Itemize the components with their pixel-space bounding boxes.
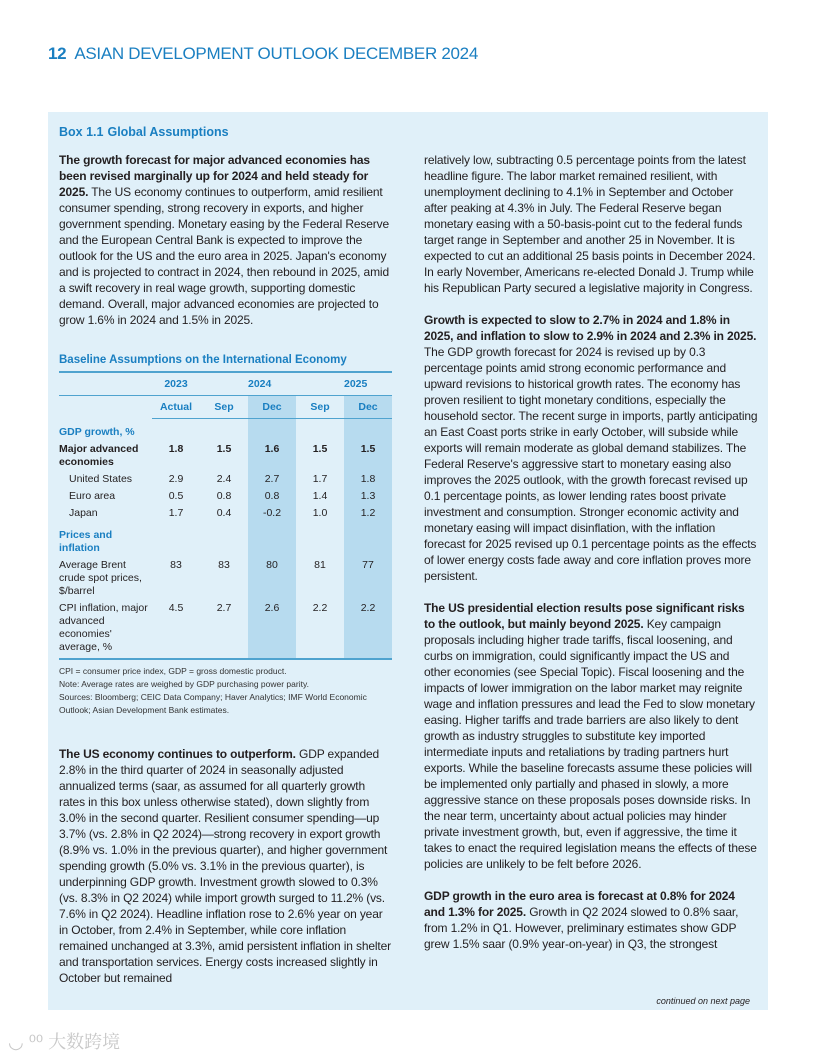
year-header: 2025 bbox=[344, 373, 392, 396]
cell-value: 2.2 bbox=[296, 600, 344, 659]
paragraph-lead: Growth is expected to slow to 2.7% in 2024 and 1.8% in 2025, and inflation to slow to 2.9% in 2024 and 2.3% in 2025. bbox=[424, 313, 757, 343]
box-title bbox=[59, 125, 229, 139]
cell-value: 2.7 bbox=[200, 600, 248, 659]
cell-value: 0.5 bbox=[168, 489, 184, 502]
cell-value: 1.8 bbox=[344, 471, 392, 488]
note: Note: Average rates are weighed by GDP purchasing power parity. bbox=[59, 678, 309, 689]
cell-value: 1.4 bbox=[312, 489, 328, 502]
col-header: Dec bbox=[248, 396, 296, 419]
cell-value: 77 bbox=[344, 557, 392, 600]
page-header bbox=[48, 44, 478, 64]
box-heading: Global Assumptions bbox=[107, 125, 229, 139]
row-label: Japan bbox=[69, 506, 98, 519]
row-label: Major advanced economies bbox=[59, 442, 139, 468]
table-row bbox=[59, 600, 392, 659]
baseline-assumptions-table bbox=[59, 354, 392, 717]
paragraph-lead: GDP growth in the euro area is forecast at 0.8% for 2024 and 1.3% for 2025. bbox=[424, 889, 735, 919]
right-column bbox=[424, 152, 758, 968]
paragraph bbox=[424, 312, 758, 584]
cell-value: 1.2 bbox=[344, 505, 392, 522]
left-column-bottom bbox=[59, 746, 393, 1002]
paragraph bbox=[59, 152, 393, 328]
cell-value: 2.7 bbox=[248, 471, 296, 488]
paragraph-lead: The growth forecast for major advanced economies has been revised marginally up for 2024 and held steady for 2025. bbox=[59, 153, 370, 199]
paragraph-lead: The US economy continues to outperform. bbox=[59, 747, 296, 761]
cell-value: 1.0 bbox=[312, 506, 328, 519]
paragraph-lead: The US presidential election results pose significant risks to the outlook, but mainly beyond 2025. bbox=[424, 601, 745, 631]
paragraph-text: The GDP growth forecast for 2024 is revised up by 0.3 percentage points amid strong economic performance and upward revisions to historical growth rates. The economy has proven resilient to tight monetary conditions, especially the household sector. The recent surge in imports, partly anticipating an East Coast ports strike in early October, will subside while exports will remain moderate as global demand stabilizes. The Federal Reserve's aggressive start to monetary easing also improves the 2025 outlook, with the growth forecast revised up 0.1 percentage points, as lower lending rates boost private investment and consumption. Stronger economic activity and monetary easing will impact disinflation, with the inflation forecast for 2025 revised up 0.1 percentage points as the effects of lower energy costs fade away and core inflation proves more persistent. bbox=[424, 345, 758, 583]
table-row bbox=[59, 441, 392, 471]
cell-value: 0.4 bbox=[216, 506, 232, 519]
cell-value: 1.5 bbox=[216, 442, 232, 455]
cell-value: 1.5 bbox=[344, 441, 392, 471]
page-number: 12 bbox=[48, 44, 67, 63]
cell-value: 1.7 bbox=[312, 472, 328, 485]
cell-value: 1.8 bbox=[168, 442, 184, 455]
cell-value: 1.7 bbox=[168, 506, 184, 519]
table-row bbox=[59, 505, 392, 522]
cell-value: 80 bbox=[248, 557, 296, 600]
continued-note: continued on next page bbox=[656, 996, 750, 1006]
cell-value: 0.8 bbox=[216, 489, 232, 502]
col-header: Dec bbox=[344, 396, 392, 419]
watermark-logo: ◡ ⁰⁰ 大数跨境 bbox=[8, 1032, 121, 1052]
cell-value: 83 bbox=[170, 558, 182, 571]
note: Sources: Bloomberg; CEIC Data Company; Haver Analytics; IMF World Economic Outlook; Asian Development Bank estimates. bbox=[59, 691, 367, 715]
section-label: GDP growth, % bbox=[59, 425, 135, 438]
table-row bbox=[59, 488, 392, 505]
cell-value: 1.6 bbox=[248, 441, 296, 471]
cell-value: 2.4 bbox=[216, 472, 232, 485]
paragraph-text: The US economy continues to outperform, amid resilient consumer spending, strong recovery in exports, and higher government spending. Monetary easing by the Federal Reserve and the European Central Bank is expected to improve the outlook for the US and the euro area in 2025. Japan's economy and is projected to contract in 2024, then rebound in 2025, amid a swift recovery in real wage growth, supporting domestic demand. Overall, major advanced economies are projected to grow 1.6% in 2024 and 1.5% in 2025. bbox=[59, 185, 390, 327]
cell-value: -0.2 bbox=[248, 505, 296, 522]
col-header: Actual bbox=[152, 396, 200, 419]
publication-title: ASIAN DEVELOPMENT OUTLOOK DECEMBER 2024 bbox=[74, 44, 478, 63]
section-label: Prices and inflation bbox=[59, 528, 113, 554]
table-notes bbox=[59, 665, 392, 717]
row-label: Average Brent crude spot prices, $/barrel bbox=[59, 558, 142, 597]
table-title: Baseline Assumptions on the International Economy bbox=[59, 354, 392, 373]
cell-value: 1.5 bbox=[312, 442, 328, 455]
cell-value: 2.9 bbox=[168, 472, 184, 485]
row-label: CPI inflation, major advanced economies' average, % bbox=[59, 600, 152, 659]
col-header: Sep bbox=[296, 396, 344, 419]
cell-value: 81 bbox=[314, 558, 326, 571]
cell-value: 2.2 bbox=[344, 600, 392, 659]
year-header: 2024 bbox=[248, 373, 296, 396]
cell-value: 4.5 bbox=[152, 600, 200, 659]
col-header: Sep bbox=[200, 396, 248, 419]
table-row bbox=[59, 557, 392, 600]
paragraph-text: relatively low, subtracting 0.5 percentage points from the latest headline figure. The labor market remained resilient, with unemployment declining to 4.1% in September and October after peaking at 4.3% in July. The Federal Reserve began monetary easing with a 50-basis-point cut to the federal funds target range in September and another 25 in November. It is expected to cut an additional 25 basis points in December 2024. In early November, Americans re-elected Donald J. Trump while his Republican Party secured a legislative majority in Congress. bbox=[424, 153, 756, 295]
table-row bbox=[59, 471, 392, 488]
paragraph bbox=[424, 888, 758, 952]
paragraph bbox=[424, 152, 758, 296]
cell-value: 0.8 bbox=[248, 488, 296, 505]
row-label: Euro area bbox=[69, 489, 116, 502]
paragraph bbox=[59, 746, 393, 986]
paragraph-text: GDP expanded 2.8% in the third quarter of 2024 in seasonally adjusted annualized terms (saar, as assumed for all quarterly growth rates in this box unless otherwise stated), down slightly from 3.0% in the second quarter. Resilient consumer spending—up 3.7% (vs. 2.8% in Q2 2024)—strong recovery in export growth (8.9% vs. 1.0% in the previous quarter), and higher government spending growth (5.0% vs. 3.1% in the previous quarter), is underpinning GDP growth. Investment growth slowed to 0.3% (vs. 8.3% in Q2 2024) while import growth surged to 11.2% (vs. 7.6% in Q2 2024). Headline inflation rose to 2.6% year on year in October, from 2.4% in September, while core inflation remained unchanged at 3.3%, amid persistent inflation in shelter and transportation services. Energy costs increased slightly in October but remained bbox=[59, 747, 391, 985]
paragraph-text: Key campaign proposals including higher trade tariffs, fiscal loosening, and curbs on immigration, could significantly impact the US and other economies (see Special Topic). Fiscal loosening and the impacts of lower immigration on the labor market may reignite wage and inflation pressures and lead the Fed to slow monetary easing. Higher tariffs and trade barriers are also likely to dent growth as industry struggles to substitute key imported intermediate inputs and retaliations by trading partners hurt exports. While the baseline forecasts assume these policies will be implemented only partially and phased in slowly, a more aggressive stance on these proposals poses downside risks. In the near term, uncertainty about actual policies may hinder private investment growth, but, even if aggressive, the time it takes to enact the required legislation means the effects of these policies are unlikely to be felt before 2026. bbox=[424, 617, 757, 871]
year-header: 2023 bbox=[152, 373, 200, 396]
row-label: United States bbox=[69, 472, 133, 485]
cell-value: 83 bbox=[218, 558, 230, 571]
paragraph bbox=[424, 600, 758, 872]
left-column-top bbox=[59, 152, 393, 344]
cell-value: 2.6 bbox=[248, 600, 296, 659]
cell-value: 1.3 bbox=[344, 488, 392, 505]
note: CPI = consumer price index, GDP = gross domestic product. bbox=[59, 665, 287, 676]
paragraph-text: Growth in Q2 2024 slowed to 0.8% saar, from 1.2% in Q1. However, preliminary estimates show GDP grew 1.5% saar (0.9% year-on-year) in Q3, the strongest bbox=[424, 905, 739, 951]
box-label: Box 1.1 bbox=[59, 125, 104, 139]
